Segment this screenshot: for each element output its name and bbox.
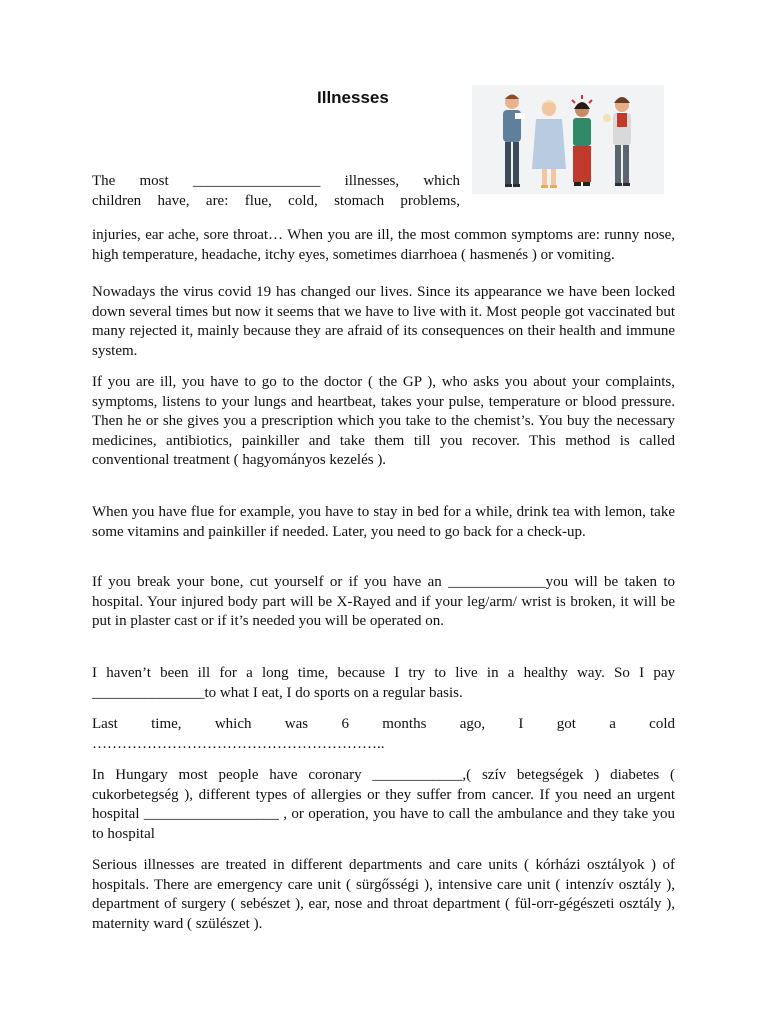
last-time-paragraph — [92, 715, 675, 754]
healthy-living-paragraph: I haven’t been ill for a long time, because I try to live in a healthy way. So I pay _______________to what I eat, I do sports on a regular basis. — [92, 665, 675, 701]
last-time-line-1: Last time, which was 6 months ago, I got a cold — [92, 716, 675, 732]
flue-paragraph: When you have flue for example, you have to stay in bed for a while, drink tea with lemon, take some vitamins and painkiller if needed. Later, you need to go back for a check-up. — [92, 504, 675, 540]
doctor-paragraph: If you are ill, you have to go to the doctor ( the GP ), who asks you about your complaints, symptoms, listens to your lungs and heartbeat, takes your pulse, temperature or blood pressure. Then he or she gives you a prescription which you take to the chemist’s. You buy the necessary medicines, antibiotics, painkiller and take them till you recover. This method is called conventional treatment ( hagyományos kezelés ). — [92, 374, 675, 469]
injury-paragraph: If you break your bone, cut yourself or if you have an _____________you will be taken to hospital. Your injured body part will be X-Rayed and if your leg/arm/ wrist is broken, it will be put in plaster cast or if it’s needed you will be operated on. — [92, 574, 675, 630]
page-title: Illnesses — [317, 88, 389, 107]
people-with-illness-symptoms-illustration — [472, 85, 664, 194]
intro-line-2: children have, are: flue, cold, stomach problems, — [92, 192, 460, 209]
covid-paragraph: Nowadays the virus covid 19 has changed our lives. Since its appearance we have been locked down several times but now it seems that we have to live with it. Most people got vaccinated but many rejected it, mainly because they are afraid of its consequences on their health and immune system. — [92, 284, 675, 359]
intro-line-1: The most _________________ illnesses, which — [92, 173, 460, 189]
woman-headache-figure — [572, 95, 592, 186]
intro-paragraph-start — [92, 172, 460, 211]
hospital-departments-paragraph: Serious illnesses are treated in different departments and care units ( kórházi osztályok ) of hospitals. There are emergency care unit ( sürgősségi ), intensive care unit ( intenzív osztály ), department of surgery ( sebészet ), ear, nose and throat department ( fül-orr-gégészeti osztály ), maternity ward ( szülészet ). — [92, 857, 675, 932]
hungary-paragraph: In Hungary most people have coronary ____________,( szív betegségek ) diabetes ( cukorbetegség ), different types of allergies or they suffer from cancer. If you need an urgent hospital __________________ , or operation, you have to call the ambulance and they take you to hospital — [92, 767, 675, 842]
last-time-line-2: ………………………………………………….. — [92, 735, 385, 752]
intro-paragraph-rest: injuries, ear ache, sore throat… When you are ill, the most common symptoms are: runny nose, high temperature, headache, itchy eyes, sometimes diarrhoea ( hasmenés ) or vomiting. — [92, 227, 675, 263]
